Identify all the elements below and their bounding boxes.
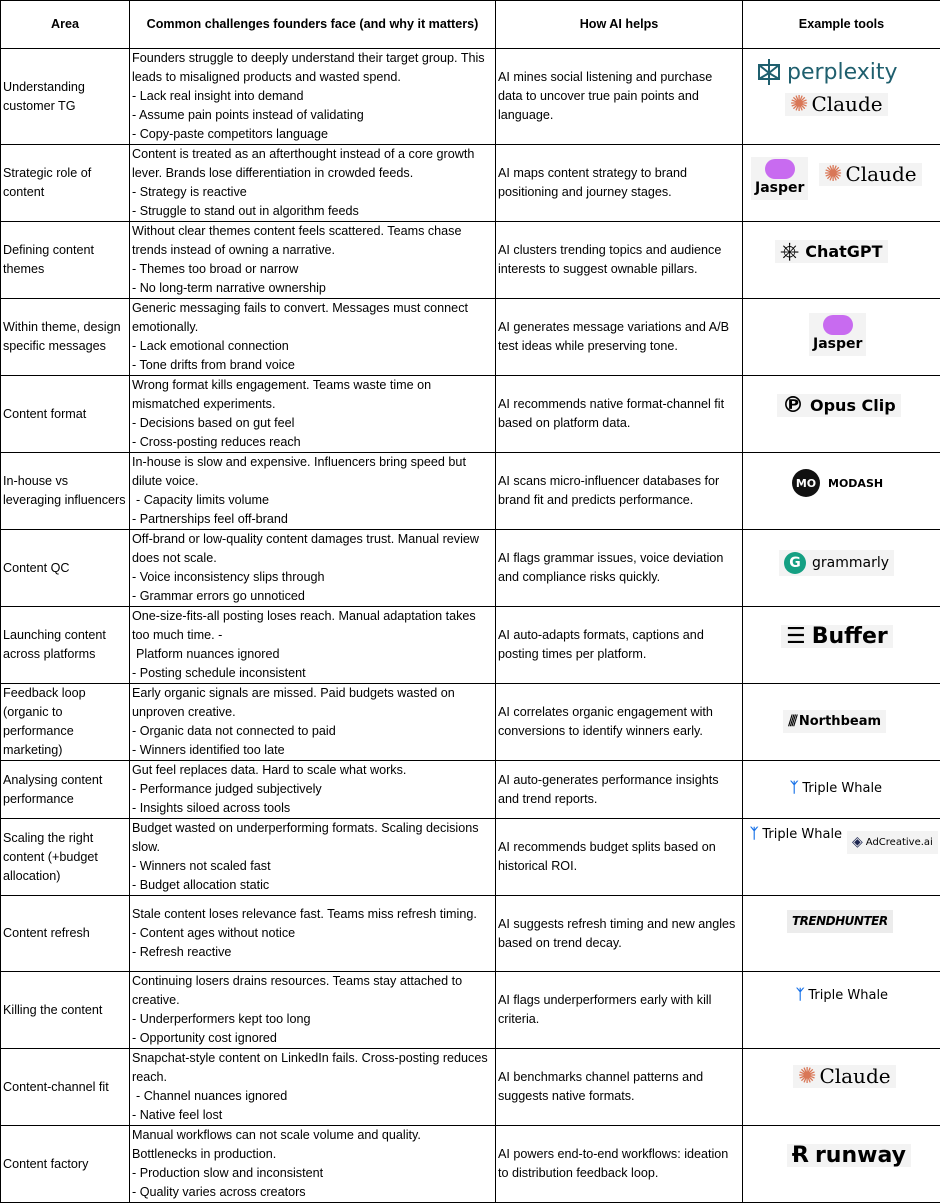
table-row [1,376,940,453]
jasper-face-icon [823,315,853,335]
challenge-line: Manual workflows can not scale volume and quality. [132,1126,493,1145]
logo-text: Northbeam [799,712,881,731]
challenge-line: Budget wasted on underperforming formats. Scaling decisions [132,819,493,838]
challenge-line: Without clear themes content feels scattered. Teams chase [132,222,493,241]
tools-cell [743,1126,940,1203]
challenge-line: does not scale. [132,549,493,568]
tools-cell [743,453,940,530]
challenge-line: - Content ages without notice [132,924,493,943]
challenge-line: trends instead of owning a narrative. [132,241,493,260]
challenge-line: - Voice inconsistency slips through [132,568,493,587]
challenge-line: reach. [132,1068,493,1087]
logo-text: AdCreative.ai [866,833,933,852]
triple-whale-icon: ᛉ [790,779,798,798]
triple-whale-icon: ᛉ [750,825,758,844]
northbeam-lines-icon: //// [788,712,795,731]
logo-text: ChatGPT [805,242,882,261]
challenge-line: - Cross-posting reduces reach [132,433,493,452]
header-challenges: Common challenges founders face (and why it matters) [130,1,496,49]
table-row [1,299,940,376]
challenges-cell [130,530,496,607]
opus-clip-logo [777,394,901,417]
ai-helps-cell: AI flags underperformers early with kill criteria. [496,972,743,1049]
trendhunter-logo [787,910,893,933]
challenge-line: Continuing losers drains resources. Teams stay attached to [132,972,493,991]
challenge-line: - Production slow and inconsistent [132,1164,493,1183]
tools-cell [743,972,940,1049]
area-cell: Launching content across platforms [1,607,130,684]
challenge-line: Stale content loses relevance fast. Teams miss refresh timing. [132,905,493,924]
challenges-cell [130,896,496,972]
area-cell: Within theme, design specific messages [1,299,130,376]
table-row [1,530,940,607]
tools-cell [743,1049,940,1126]
buffer-stack-icon: ☰ [786,627,806,646]
grammarly-g-icon: G [784,552,806,574]
challenge-line: - Winners identified too late [132,741,493,760]
ai-helps-cell: AI benchmarks channel patterns and suggests native formats. [496,1049,743,1126]
challenges-cell [130,684,496,761]
tools-cell [743,49,940,145]
ai-helps-cell: AI auto-generates performance insights and trend reports. [496,761,743,819]
logo-text: Triple Whale [802,779,882,798]
table-row [1,222,940,299]
challenges-cell [130,376,496,453]
jasper-logo [751,157,808,200]
tools-cell [743,819,940,896]
tools-cell [743,222,940,299]
challenge-line: - Refresh reactive [132,943,493,962]
claude-logo [819,163,922,186]
challenge-line: - Tone drifts from brand voice [132,356,493,375]
table-row [1,49,940,145]
logo-text: Claude [845,165,916,184]
challenge-line: Founders struggle to deeply understand their target group. This [132,49,493,68]
header-example-tools: Example tools [743,1,940,49]
tools-cell [743,896,940,972]
challenge-line: - Partnerships feel off-brand [132,510,493,529]
area-cell: Understanding customer TG [1,49,130,145]
claude-burst-icon: ✺ [798,1067,816,1086]
challenge-line: Off-brand or low-quality content damages trust. Manual review [132,530,493,549]
table-row [1,684,940,761]
table-row [1,145,940,222]
challenge-line: Snapchat-style content on LinkedIn fails. Cross-posting reduces [132,1049,493,1068]
challenge-line: - Grammar errors go unnoticed [132,587,493,606]
header-ai-helps: How AI helps [496,1,743,49]
challenge-line: In-house is slow and expensive. Influencers bring speed but [132,453,493,472]
challenges-cell [130,607,496,684]
tools-cell [743,145,940,222]
challenges-cell [130,819,496,896]
challenge-line: - Underperformers kept too long [132,1010,493,1029]
table-row [1,1126,940,1203]
logo-text: Opus Clip [810,396,896,415]
logo-text: Jasper [813,335,862,354]
jasper-face-icon [765,159,795,179]
adcreative-stack-icon: ◈ [852,833,863,852]
logo-text: Claude [819,1067,890,1086]
chatgpt-logo [775,240,888,263]
challenge-line: - Strategy is reactive [132,183,493,202]
area-cell: Content-channel fit [1,1049,130,1126]
opus-clip-icon: ℗ [782,396,804,415]
ai-helps-cell: AI mines social listening and purchase data to uncover true pain points and language. [496,49,743,145]
northbeam-logo [783,710,886,733]
tools-cell [743,530,940,607]
challenge-line: - Winners not scaled fast [132,857,493,876]
ai-helps-cell: AI generates message variations and A/B test ideas while preserving tone. [496,299,743,376]
header-row [1,1,940,49]
grammarly-logo [779,550,894,576]
challenges-cell [130,1126,496,1203]
logo-text: MODASH [828,474,883,493]
modash-logo [787,467,888,499]
challenges-cell [130,1049,496,1126]
tools-cell [743,299,940,376]
challenge-line: Content is treated as an afterthought instead of a core growth [132,145,493,164]
area-cell: Scaling the right content (+budget allocation) [1,819,130,896]
table-row [1,1049,940,1126]
ai-helps-cell: AI correlates organic engagement with conversions to identify winners early. [496,684,743,761]
chatgpt-knot-icon: ⎈ [780,242,799,261]
area-cell: Defining content themes [1,222,130,299]
ai-helps-cell: AI auto-adapts formats, captions and posting times per platform. [496,607,743,684]
logo-text: runway [815,1146,906,1165]
challenge-line: Platform nuances ignored [132,645,493,664]
tools-cell [743,376,940,453]
table-row [1,607,940,684]
modash-mark-icon: MO [792,469,820,497]
claude-logo [793,1065,896,1088]
area-cell: Analysing content performance [1,761,130,819]
challenge-line: - Lack emotional connection [132,337,493,356]
challenge-line: mismatched experiments. [132,395,493,414]
table-row [1,972,940,1049]
area-cell: In-house vs leveraging influencers [1,453,130,530]
area-cell: Feedback loop (organic to performance marketing) [1,684,130,761]
challenge-line: One-size-fits-all posting loses reach. Manual adaptation takes [132,607,493,626]
challenge-line: - Native feel lost [132,1106,493,1125]
challenge-line: - Themes too broad or narrow [132,260,493,279]
ai-helps-cell: AI maps content strategy to brand positioning and journey stages. [496,145,743,222]
challenges-cell [130,453,496,530]
table-row [1,761,940,819]
area-cell: Content factory [1,1126,130,1203]
table-row [1,453,940,530]
challenge-line: - Organic data not connected to paid [132,722,493,741]
ai-helps-cell: AI powers end-to-end workflows: ideation to distribution feedback loop. [496,1126,743,1203]
ai-helps-cell: AI recommends native format-channel fit based on platform data. [496,376,743,453]
ai-helps-cell: AI recommends budget splits based on historical ROI. [496,819,743,896]
adcreative-logo [847,831,938,854]
claude-burst-icon: ✺ [824,165,842,184]
challenges-cell [130,761,496,819]
jasper-logo [809,313,866,356]
challenges-cell [130,145,496,222]
challenges-cell [130,222,496,299]
tools-cell [743,761,940,819]
logo-text: Jasper [755,179,804,198]
challenge-line: Wrong format kills engagement. Teams waste time on [132,376,493,395]
challenges-cell [130,49,496,145]
perplexity-icon [754,57,784,87]
challenge-line: lever. Brands lose differentiation in crowded feeds. [132,164,493,183]
triple-whale-logo [745,823,847,846]
challenges-cell [130,299,496,376]
triple-whale-icon: ᛉ [796,986,804,1005]
challenge-line: - Opportunity cost ignored [132,1029,493,1048]
ai-helps-cell: AI scans micro-influencer databases for brand fit and predicts performance. [496,453,743,530]
area-cell: Strategic role of content [1,145,130,222]
area-cell: Content refresh [1,896,130,972]
area-cell: Killing the content [1,972,130,1049]
claude-burst-icon: ✺ [790,95,808,114]
challenge-line: - Lack real insight into demand [132,87,493,106]
challenge-line: - Assume pain points instead of validating [132,106,493,125]
challenge-line: - Decisions based on gut feel [132,414,493,433]
logo-text: Buffer [812,627,888,646]
table-row [1,896,940,972]
challenge-line: Generic messaging fails to convert. Messages must connect [132,299,493,318]
logo-text: TRENDHUNTER [792,912,888,931]
challenge-line: - Struggle to stand out in algorithm feeds [132,202,493,221]
tools-cell [743,607,940,684]
runway-r-icon: Ɍ [792,1146,809,1165]
triple-whale-logo [791,984,893,1007]
challenge-line: - Budget allocation static [132,876,493,895]
triple-whale-logo [785,777,887,800]
ai-helps-cell: AI suggests refresh timing and new angles based on trend decay. [496,896,743,972]
buffer-logo [781,625,893,648]
challenge-line: emotionally. [132,318,493,337]
runway-logo [787,1144,911,1167]
claude-logo [785,93,888,116]
challenge-line: too much time. - [132,626,493,645]
logo-text: Triple Whale [808,986,888,1005]
challenge-line: - Channel nuances ignored [132,1087,493,1106]
logo-text: Triple Whale [762,825,842,844]
area-cell: Content QC [1,530,130,607]
challenge-line: - Capacity limits volume [132,491,493,510]
perplexity-logo [749,55,903,89]
challenge-line: Bottlenecks in production. [132,1145,493,1164]
logo-text: perplexity [787,63,898,82]
challenge-line: Early organic signals are missed. Paid budgets wasted on [132,684,493,703]
challenge-line: creative. [132,991,493,1010]
ai-helps-cell: AI flags grammar issues, voice deviation and compliance risks quickly. [496,530,743,607]
challenge-line: - Copy-paste competitors language [132,125,493,144]
challenge-line: - No long-term narrative ownership [132,279,493,298]
challenge-line: leads to misaligned products and wasted spend. [132,68,493,87]
table-row [1,819,940,896]
challenge-line: Gut feel replaces data. Hard to scale what works. [132,761,493,780]
challenge-line: - Posting schedule inconsistent [132,664,493,683]
logo-text: Claude [811,95,882,114]
challenge-line: dilute voice. [132,472,493,491]
challenge-line: - Performance judged subjectively [132,780,493,799]
logo-text: grammarly [812,554,889,573]
header-area: Area [1,1,130,49]
area-cell: Content format [1,376,130,453]
challenge-line: - Quality varies across creators [132,1183,493,1202]
challenge-line: - Insights siloed across tools [132,799,493,818]
challenge-line: slow. [132,838,493,857]
tools-cell [743,684,940,761]
ai-helps-cell: AI clusters trending topics and audience interests to suggest ownable pillars. [496,222,743,299]
challenge-line: unproven creative. [132,703,493,722]
challenges-cell [130,972,496,1049]
